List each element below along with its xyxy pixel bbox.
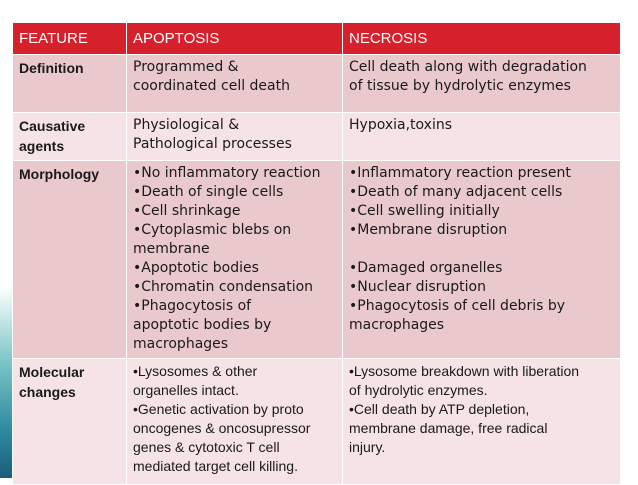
- apoptosis-molecular-changes: •Lysosomes & other organelles intact. •Genetic activation by proto oncogenes & oncosupressor genes & cytotoxic T cell mediated target cell killing.: [127, 359, 343, 485]
- row-definition: [13, 55, 621, 113]
- necrosis-causative-agents: Hypoxia,toxins: [343, 113, 621, 161]
- necrosis-morphology: •Inflammatory reaction present •Death of many adjacent cells •Cell swelling initially •Membrane disruption •Damaged organelles •Nuclear disruption •Phagocytosis of cell debris by macrophages: [343, 161, 621, 359]
- necrosis-molecular-changes: •Lysosome breakdown with liberation of hydrolytic enzymes. •Cell death by ATP depletion, membrane damage, free radical injury.: [343, 359, 621, 485]
- decorative-side-stripe: [0, 0, 12, 478]
- apoptosis-definition: Programmed & coordinated cell death: [127, 55, 343, 113]
- row-morphology: [13, 161, 621, 359]
- feature-definition: Definition: [13, 55, 127, 113]
- feature-morphology: Morphology: [13, 161, 127, 359]
- row-molecular-changes: [13, 359, 621, 485]
- comparison-table: [12, 22, 621, 485]
- row-causative-agents: [13, 113, 621, 161]
- necrosis-definition: Cell death along with degradation of tissue by hydrolytic enzymes: [343, 55, 621, 113]
- feature-causative-agents: Causative agents: [13, 113, 127, 161]
- header-row: [13, 23, 621, 55]
- feature-molecular-changes: Molecular changes: [13, 359, 127, 485]
- apoptosis-causative-agents: Physiological & Pathological processes: [127, 113, 343, 161]
- apoptosis-morphology: •No inflammatory reaction •Death of single cells •Cell shrinkage •Cytoplasmic blebs on membrane •Apoptotic bodies •Chromatin condensation •Phagocytosis of apoptotic bodies by macrophages: [127, 161, 343, 359]
- header-apoptosis: APOPTOSIS: [127, 23, 343, 55]
- header-feature: FEATURE: [13, 23, 127, 55]
- header-necrosis: NECROSIS: [343, 23, 621, 55]
